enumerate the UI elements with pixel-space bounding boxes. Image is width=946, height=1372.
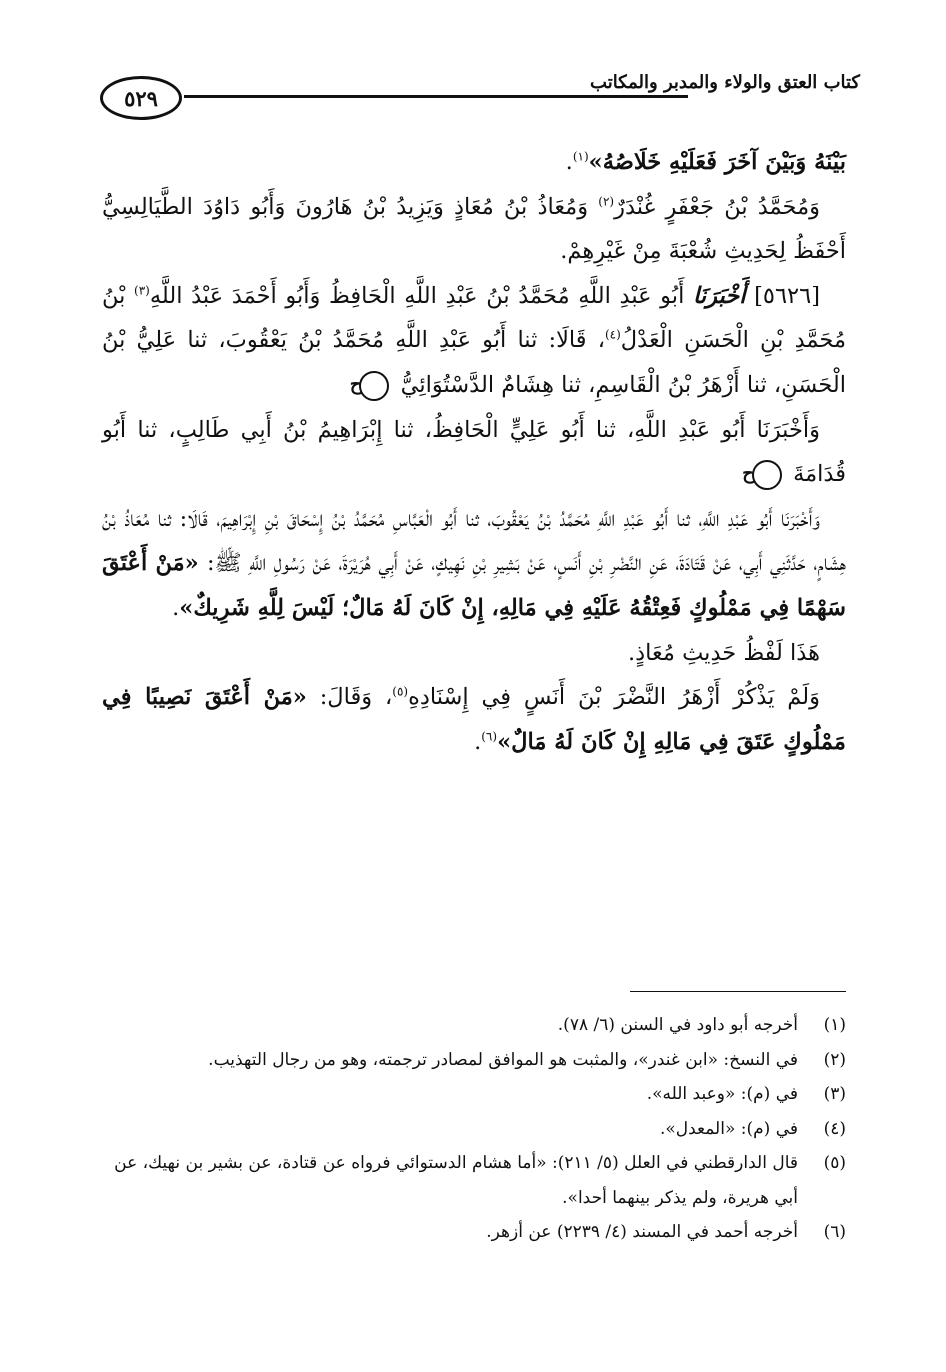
commentary-text: هَذَا لَفْظُ حَدِيثِ مُعَاذٍ. [628, 639, 820, 666]
hadith-text: بَيْنَهُ وَبَيْنَ آخَرَ فَعَلَيْهِ خَلَاصُهُ» [588, 149, 846, 175]
commentary-text: وَلَمْ يَذْكُرْ أَزْهَرُ النَّضْرَ بْنَ أَنَسٍ فِي إِسْنَادِهِ [408, 684, 820, 711]
isnad-text: وَأَخْبَرَنَا أَبُو عَبْدِ اللَّهِ، ثنا أَبُو عَبْدِ اللَّهِ مُحَمَّدُ بْنُ يَعْقُوبَ، ثنا أَبُو الْعَبَّاسِ مُحَمَّدُ بْنُ إِسْحَاقَ بْنِ إِبْرَاهِيمَ، قَالَا: ثنا مُعَاذُ بْنُ هِشَامٍ، حَدَّثَنِي أَبِي، عَنْ قَتَادَةَ، عَنِ النَّضْرِ بْنِ أَنَسٍ، عَنْ بَشِيرِ بْنِ نَهِيكٍ، عَنْ أَبِي هُرَيْرَةَ، عَنْ رَسُولِ اللَّهِ ﷺ: [102, 505, 847, 577]
footnote-text: أخرجه أحمد في المسند (٤/ ٢٢٣٩) عن أزهر. [486, 1222, 798, 1242]
footnote-ref-4: (٤) [604, 327, 621, 342]
footnote-number: (٤) [823, 1118, 846, 1139]
akhbarana-word: أَخْبَرَنَا [692, 282, 746, 309]
hadith-text: «مَنْ أَعْتَقَ سَهْمًا فِي مَمْلُوكٍ فَعِتْقُهُ عَلَيْهِ فِي مَالِهِ، إِنْ كَانَ لَهُ مَالٌ؛ لَيْسَ لِلَّهِ شَرِيكٌ» [102, 550, 846, 621]
isnad-text: أَبُو عَبْدِ اللَّهِ مُحَمَّدُ بْنُ عَبْدِ اللَّهِ الْحَافِظُ وَأَبُو أَحْمَدَ عَبْدُ اللَّهِ [149, 282, 693, 309]
footnote-ref-1: (١) [572, 149, 589, 164]
page-number: ٥٢٩ [100, 76, 182, 120]
footnote-number: (٥) [823, 1153, 846, 1173]
tahwil-mark: ح [752, 460, 782, 490]
footnote-ref-6: (٦) [481, 729, 498, 744]
footnote-ref-2: (٢) [598, 194, 615, 209]
footnote-item [102, 1043, 846, 1078]
footnote-ref-5: (٥) [392, 684, 409, 699]
isnad-text: ، قَالَا: ثنا أَبُو عَبْدِ اللَّهِ مُحَمَّدُ بْنُ يَعْقُوبَ، ثنا عَلِيُّ بْنُ الْحَسَنِ، ثنا أَزْهَرُ بْنُ الْقَاسِمِ، ثنا هِشَامٌ الدَّسْتُوَائِيُّ [102, 327, 846, 398]
punctuation: . [565, 149, 573, 175]
footnote-number: (٢) [823, 1049, 846, 1070]
tahwil-mark: ح [359, 371, 389, 401]
main-text [102, 140, 846, 764]
narrator-text: وَمُحَمَّدُ بْنُ جَعْفَرٍ غُنْدَرٌ [614, 193, 821, 220]
footnote-number: (١) [823, 1015, 846, 1035]
paragraph-2 [102, 185, 846, 274]
footnote-item [102, 1112, 846, 1147]
isnad-text: وَأَخْبَرَنَا أَبُو عَبْدِ اللَّهِ، ثنا أَبُو عَلِيٍّ الْحَافِظُ، ثنا إِبْرَاهِيمُ بْنُ أَبِي طَالِبٍ، ثنا أَبُو قُدَامَةَ [102, 416, 846, 488]
paragraph-6 [102, 631, 846, 676]
footnote-separator [630, 991, 846, 992]
hadith-number: [٥٦٢٦] [754, 282, 820, 309]
footnote-text: في (م): «وعبد الله». [646, 1084, 798, 1104]
punctuation: . [474, 728, 482, 755]
paragraph-3 [102, 274, 846, 408]
paragraph-4 [102, 408, 846, 497]
footnote-item [102, 1146, 846, 1215]
paragraph-1 [102, 140, 846, 185]
isnad-text: بْنُ مُحَمَّدِ بْنِ الْحَسَنِ الْعَدْلُ [102, 282, 846, 354]
footnote-text: في (م): «المعدل». [659, 1118, 798, 1139]
punctuation: . [172, 594, 180, 621]
footnote-text: قال الدارقطني في العلل (٥/ ٢١١): «أما هشام الدستوائي فرواه عن قتادة، عن بشير بن نهيك، عن أبي هريرة، ولم يذكر بينهما أحدا». [114, 1153, 798, 1208]
footnote-item [102, 1077, 846, 1112]
footnote-ref-3: (٣) [134, 283, 150, 298]
footnote-text: أخرجه أبو داود في السنن (٦/ ٧٨). [557, 1015, 798, 1035]
footnote-number: (٦) [823, 1222, 846, 1242]
footnote-text: في النسخ: «ابن غندر»، والمثبت هو الموافق لمصادر ترجمته، وهو من رجال التهذيب. [208, 1049, 798, 1070]
footnote-item [102, 1008, 846, 1043]
paragraph-5 [102, 497, 846, 631]
hadith-text: «مَنْ أَعْتَقَ نَصِيبًا فِي مَمْلُوكٍ عَتَقَ فِي مَالِهِ إِنْ كَانَ لَهُ مَالٌ» [102, 684, 846, 755]
footnote-number: (٣) [823, 1084, 846, 1104]
header-rule [184, 95, 688, 98]
commentary-text: ، وَقَالَ: [306, 684, 393, 711]
book-title: كتاب العتق والولاء والمدبر والمكاتب [590, 72, 860, 93]
paragraph-7 [102, 675, 846, 764]
footnotes [102, 1008, 846, 1250]
footnote-item [102, 1215, 846, 1250]
page-header [100, 72, 860, 128]
narrator-text: وَمُعَاذُ بْنُ مُعَاذٍ وَيَزِيدُ بْنُ هَارُونَ وَأَبُو دَاوُدَ الطَّيَالِسِيُّ أَحْفَظُ لِحَدِيثِ شُعْبَةَ مِنْ غَيْرِهِمْ. [102, 193, 846, 265]
